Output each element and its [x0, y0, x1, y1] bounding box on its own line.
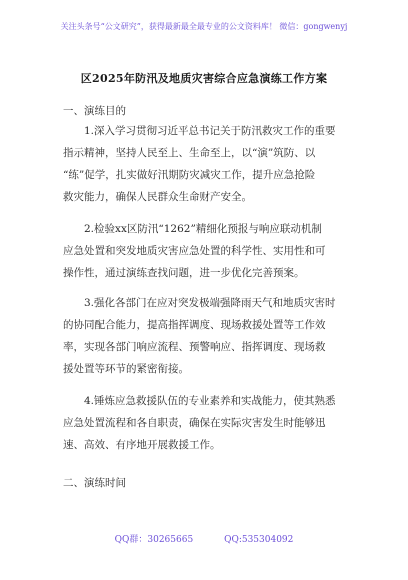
paragraph-line: 3.强化各部门在应对突发极端强降雨天气和地质灾害时: [84, 297, 336, 309]
paragraph-line: 应急处置流程和各自职责，确保在实际灾害发生时能够迅: [63, 417, 326, 429]
paragraph-line: 速、高效、有序地开展救援工作。: [63, 439, 221, 451]
header-banner: 关注头条号“公文研究”，获得最新最全最专业的公文资料库！ 微信：gongwenyj: [60, 22, 348, 31]
qq-number-text: QQ:535304092: [224, 535, 294, 545]
paragraph-purpose-1: [63, 120, 353, 208]
section-heading-purpose: 一、演练目的: [63, 105, 126, 117]
section-heading-time: 二、演练时间: [63, 477, 126, 489]
paragraph-purpose-2: [63, 218, 353, 284]
paragraph-line: 1.深入学习贯彻习近平总书记关于防汛救灾工作的重要: [84, 125, 336, 137]
paragraph-line: 救灾能力，确保人民群众生命财产安全。: [63, 191, 252, 203]
paragraph-line: 援处置等环节的紧密衔接。: [63, 363, 189, 375]
paragraph-purpose-4: [63, 390, 353, 456]
paragraph-line: 率，实现各部门响应流程、预警响应、指挥调度、现场救: [63, 341, 326, 353]
paragraph-purpose-3: [63, 292, 353, 380]
paragraph-line: “练”促学，扎实做好汛期防灾减灾工作，提升应急抢险: [63, 169, 316, 181]
footer-contact: [0, 532, 408, 545]
paragraph-line: 应急处置和突发地质灾害应急处置的科学性、实用性和可: [63, 245, 326, 257]
paragraph-line: 的协同配合能力，提高指挥调度、现场救援处置等工作效: [63, 319, 326, 331]
paragraph-line: 4.锤炼应急救援队伍的专业素养和实战能力，使其熟悉: [84, 395, 336, 407]
paragraph-line: 操作性，通过演练查找问题，进一步优化完善预案。: [63, 267, 305, 279]
paragraph-line: 指示精神，坚持人民至上、生命至上，以“演”筑防、以: [63, 147, 316, 159]
paragraph-line: 2.检验xx区防汛“1262”精细化预报与响应联动机制: [84, 223, 322, 235]
qq-group-text: QQ群：30265665: [114, 535, 194, 545]
document-title: 区2025年防汛及地质灾害综合应急演练工作方案: [80, 72, 328, 85]
